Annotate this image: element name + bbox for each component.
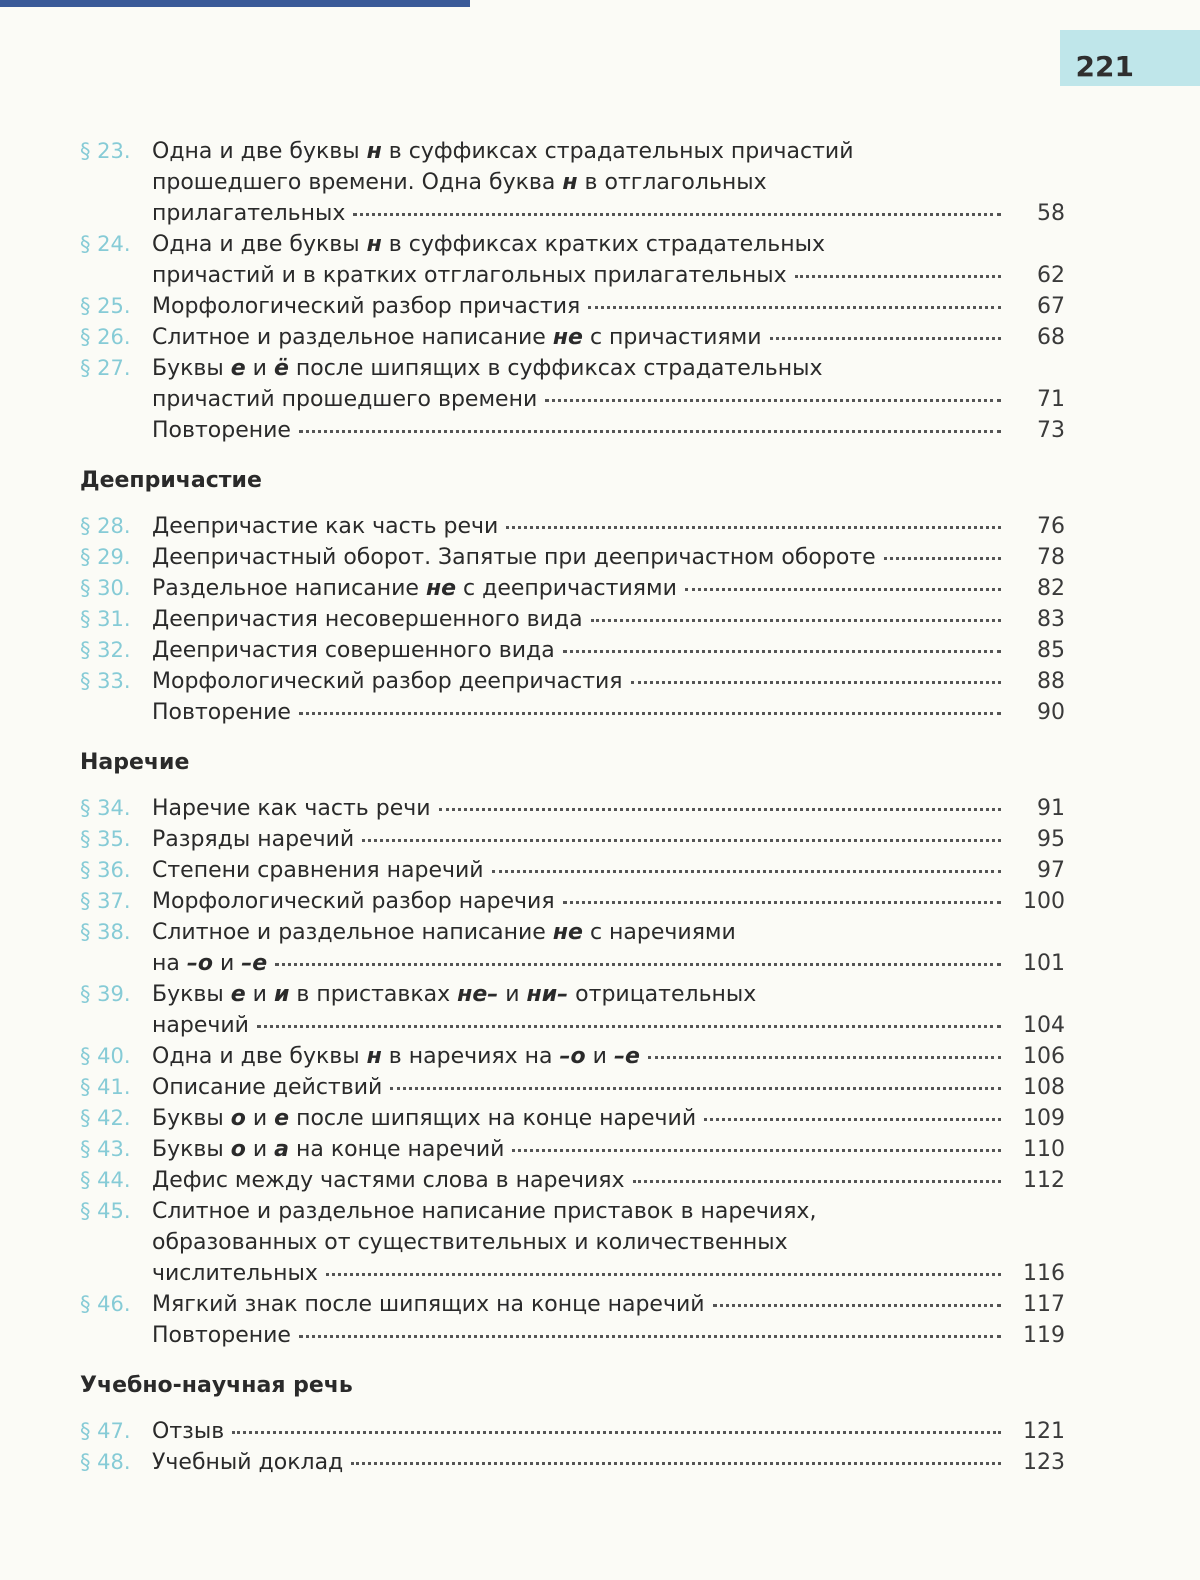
toc-entry[interactable] — [80, 1165, 1065, 1196]
toc-entry[interactable] — [80, 353, 1065, 415]
toc-page-number: 121 — [1023, 1419, 1065, 1444]
paragraph-number: § 34. — [80, 796, 131, 820]
paragraph-number: § 28. — [80, 514, 131, 538]
section-heading: Наречие — [80, 750, 190, 775]
toc-entry[interactable] — [80, 542, 1065, 573]
emphasized-letters: н — [366, 139, 382, 164]
paragraph-number: § 27. — [80, 356, 131, 380]
toc-entry-title: Повторение — [152, 700, 291, 725]
toc-entry-title: Слитное и раздельное написание не с причастиями — [152, 325, 762, 350]
toc-entry-title: Деепричастия совершенного вида — [152, 638, 555, 663]
dot-leader — [704, 1117, 1001, 1121]
paragraph-number: § 40. — [80, 1044, 131, 1068]
toc-page-number: 58 — [1037, 201, 1065, 226]
toc-entry-line — [152, 1041, 1065, 1072]
paragraph-number: § 39. — [80, 982, 131, 1006]
toc-entry[interactable] — [80, 136, 1065, 229]
toc-page-number: 106 — [1023, 1044, 1065, 1069]
toc-entry-line — [152, 573, 1065, 604]
toc-entry-title: Слитное и раздельное написание не с наречиями — [152, 920, 736, 945]
toc-entry-title: Дефис между частями слова в наречиях — [152, 1168, 625, 1193]
toc-page-number: 67 — [1037, 294, 1065, 319]
dot-leader — [563, 900, 1001, 904]
toc-entry[interactable] — [80, 793, 1065, 824]
emphasized-letters: не — [425, 576, 457, 601]
toc-entry-line — [152, 697, 1065, 728]
toc-entry[interactable] — [80, 917, 1065, 979]
toc-entry-line — [152, 886, 1065, 917]
dot-leader — [299, 429, 1001, 433]
dot-leader — [326, 1272, 1001, 1276]
section-heading: Деепричастие — [80, 468, 262, 493]
toc-page-number: 104 — [1023, 1013, 1065, 1038]
table-of-contents — [80, 136, 1065, 1478]
dot-leader — [299, 711, 1001, 715]
toc-entry[interactable] — [80, 291, 1065, 322]
dot-leader — [351, 1461, 1001, 1465]
emphasized-letters: и — [273, 982, 290, 1007]
toc-entry-line — [152, 353, 1065, 384]
toc-entry-line — [152, 167, 1065, 198]
emphasized-letters: –о — [559, 1044, 586, 1069]
toc-entry[interactable] — [80, 886, 1065, 917]
toc-page-number: 82 — [1037, 576, 1065, 601]
toc-entry-line — [152, 1258, 1065, 1289]
paragraph-number: § 25. — [80, 294, 131, 318]
toc-entry-title: Слитное и раздельное написание приставок в наречиях, — [152, 1199, 817, 1224]
toc-entry[interactable] — [80, 1041, 1065, 1072]
toc-entry-line — [152, 604, 1065, 635]
toc-entry-line — [152, 793, 1065, 824]
dot-leader — [390, 1086, 1001, 1090]
dot-leader — [770, 336, 1002, 340]
paragraph-number: § 37. — [80, 889, 131, 913]
toc-page-number: 83 — [1037, 607, 1065, 632]
dot-leader — [648, 1055, 1001, 1059]
emphasized-letters: не– — [457, 982, 499, 1007]
emphasized-letters: –е — [241, 951, 268, 976]
toc-entry[interactable] — [80, 511, 1065, 542]
paragraph-number: § 47. — [80, 1419, 131, 1443]
toc-entry-line — [152, 415, 1065, 446]
dot-leader — [232, 1430, 1001, 1434]
dot-leader — [275, 962, 1001, 966]
toc-page-number: 62 — [1037, 263, 1065, 288]
toc-entry-title: Деепричастие как часть речи — [152, 514, 499, 539]
emphasized-letters: –е — [613, 1044, 640, 1069]
dot-leader — [795, 274, 1001, 278]
toc-entry-title: причастий и в кратких отглагольных прилагательных — [152, 263, 787, 288]
dot-leader — [492, 869, 1001, 873]
toc-entry[interactable] — [80, 697, 1065, 728]
paragraph-number: § 46. — [80, 1292, 131, 1316]
toc-entry-line — [152, 229, 1065, 260]
paragraph-number: § 38. — [80, 920, 131, 944]
toc-entry-title: числительных — [152, 1261, 318, 1286]
toc-entry-title: Деепричастный оборот. Запятые при деепричастном обороте — [152, 545, 876, 570]
toc-entry-line — [152, 136, 1065, 167]
toc-entry-line — [152, 635, 1065, 666]
toc-entry-line — [152, 198, 1065, 229]
toc-entry-line — [152, 824, 1065, 855]
paragraph-number: § 36. — [80, 858, 131, 882]
emphasized-letters: –о — [186, 951, 213, 976]
toc-entry[interactable] — [80, 1134, 1065, 1165]
toc-page-number: 123 — [1023, 1450, 1065, 1475]
toc-entry[interactable] — [80, 1289, 1065, 1320]
emphasized-letters: не — [552, 325, 583, 350]
toc-entry-line — [152, 1227, 1065, 1258]
paragraph-number: § 41. — [80, 1075, 131, 1099]
toc-entry[interactable] — [80, 604, 1065, 635]
toc-entry[interactable] — [80, 1103, 1065, 1134]
toc-page-number: 85 — [1037, 638, 1065, 663]
toc-entry-line — [152, 384, 1065, 415]
toc-entry[interactable] — [80, 824, 1065, 855]
toc-entry-line — [152, 322, 1065, 353]
book-top-edge — [0, 0, 470, 7]
toc-page-number: 101 — [1023, 951, 1065, 976]
toc-page-number: 76 — [1037, 514, 1065, 539]
emphasized-letters: е — [274, 1106, 290, 1131]
toc-page-number: 88 — [1037, 669, 1065, 694]
toc-entry[interactable] — [80, 1416, 1065, 1447]
toc-entry[interactable] — [80, 666, 1065, 697]
toc-entry[interactable] — [80, 855, 1065, 886]
toc-entry-title: Разряды наречий — [152, 827, 355, 852]
toc-page-number: 90 — [1037, 700, 1065, 725]
toc-page-number: 108 — [1023, 1075, 1065, 1100]
toc-entry-line — [152, 1416, 1065, 1447]
toc-page-number: 109 — [1023, 1106, 1065, 1131]
toc-section-list — [80, 136, 1065, 446]
toc-entry-title: Повторение — [152, 1323, 291, 1348]
dot-leader — [588, 305, 1001, 309]
toc-page-number: 112 — [1023, 1168, 1065, 1193]
dot-leader — [506, 525, 1001, 529]
toc-entry[interactable] — [80, 979, 1065, 1041]
toc-entry[interactable] — [80, 229, 1065, 291]
paragraph-number: § 23. — [80, 139, 131, 163]
emphasized-letters: ни– — [526, 982, 569, 1007]
toc-page-number: 71 — [1037, 387, 1065, 412]
paragraph-number: § 45. — [80, 1199, 131, 1223]
dot-leader — [512, 1148, 1001, 1152]
emphasized-letters: е — [230, 356, 246, 381]
toc-entry-line — [152, 1196, 1065, 1227]
toc-entry-title: Морфологический разбор причастия — [152, 294, 581, 319]
paragraph-number: § 43. — [80, 1137, 131, 1161]
toc-entry-title: Наречие как часть речи — [152, 796, 431, 821]
toc-entry-title: Одна и две буквы н в наречиях на –о и –е — [152, 1044, 640, 1069]
paragraph-number: § 42. — [80, 1106, 131, 1130]
toc-page-number: 91 — [1037, 796, 1065, 821]
dot-leader — [353, 212, 1001, 216]
toc-entry-title: Деепричастия несовершенного вида — [152, 607, 583, 632]
emphasized-letters: н — [366, 232, 382, 257]
paragraph-number: § 31. — [80, 607, 131, 631]
toc-entry[interactable] — [80, 1447, 1065, 1478]
toc-page-number: 73 — [1037, 418, 1065, 443]
toc-entry-title: Учебный доклад — [152, 1450, 344, 1475]
paragraph-number: § 26. — [80, 325, 131, 349]
toc-entry-title: Морфологический разбор деепричастия — [152, 669, 623, 694]
toc-entry-title: Одна и две буквы н в суффиксах кратких страдательных — [152, 232, 826, 257]
toc-page-number: 110 — [1023, 1137, 1065, 1162]
emphasized-letters: о — [230, 1106, 246, 1131]
emphasized-letters: ё — [273, 356, 289, 381]
dot-leader — [439, 807, 1001, 811]
dot-leader — [884, 556, 1001, 560]
toc-entry[interactable] — [80, 1072, 1065, 1103]
toc-entry[interactable] — [80, 1320, 1065, 1351]
toc-entry-line — [152, 1134, 1065, 1165]
toc-entry-line — [152, 917, 1065, 948]
toc-page-number: 97 — [1037, 858, 1065, 883]
dot-leader — [685, 587, 1001, 591]
page-number: 221 — [1075, 50, 1134, 83]
toc-page-number: 78 — [1037, 545, 1065, 570]
toc-entry-line — [152, 1320, 1065, 1351]
toc-entry-line — [152, 511, 1065, 542]
paragraph-number: § 35. — [80, 827, 131, 851]
toc-entry-title: Морфологический разбор наречия — [152, 889, 555, 914]
toc-entry-title: прошедшего времени. Одна буква н в отглагольных — [152, 170, 767, 195]
paragraph-number: § 24. — [80, 232, 131, 256]
toc-entry-title: Повторение — [152, 418, 291, 443]
toc-page-number: 116 — [1023, 1261, 1065, 1286]
toc-entry[interactable] — [80, 415, 1065, 446]
toc-entry-line — [152, 1010, 1065, 1041]
toc-section-list — [80, 1416, 1065, 1478]
paragraph-number: § 32. — [80, 638, 131, 662]
toc-entry-title: Буквы е и и в приставках не– и ни– отрицательных — [152, 982, 757, 1007]
toc-section-list — [80, 511, 1065, 728]
dot-leader — [563, 649, 1001, 653]
toc-entry-title: Степени сравнения наречий — [152, 858, 484, 883]
toc-entry-title: Отзыв — [152, 1419, 225, 1444]
toc-entry[interactable] — [80, 635, 1065, 666]
toc-entry-line — [152, 948, 1065, 979]
toc-entry-line — [152, 542, 1065, 573]
paragraph-number: § 44. — [80, 1168, 131, 1192]
emphasized-letters: а — [274, 1137, 290, 1162]
toc-entry-line — [152, 1165, 1065, 1196]
toc-page-number: 100 — [1023, 889, 1065, 914]
dot-leader — [633, 1179, 1001, 1183]
toc-entry-title: наречий — [152, 1013, 249, 1038]
toc-entry-line — [152, 260, 1065, 291]
toc-page-number: 95 — [1037, 827, 1065, 852]
toc-entry-line — [152, 1103, 1065, 1134]
toc-entry-title: Буквы о и е после шипящих на конце наречий — [152, 1106, 697, 1131]
dot-leader — [257, 1024, 1001, 1028]
toc-page-number: 119 — [1023, 1323, 1065, 1348]
paragraph-number: § 29. — [80, 545, 131, 569]
paragraph-number: § 33. — [80, 669, 131, 693]
dot-leader — [545, 398, 1001, 402]
toc-entry-title: Мягкий знак после шипящих на конце наречий — [152, 1292, 705, 1317]
emphasized-letters: е — [230, 982, 246, 1007]
toc-entry-title: образованных от существительных и количественных — [152, 1230, 788, 1255]
toc-entry-title: причастий прошедшего времени — [152, 387, 538, 412]
dot-leader — [362, 838, 1001, 842]
toc-entry-title: Одна и две буквы н в суффиксах страдательных причастий — [152, 139, 854, 164]
toc-entry-line — [152, 979, 1065, 1010]
toc-entry-line — [152, 291, 1065, 322]
emphasized-letters: н — [562, 170, 578, 195]
dot-leader — [631, 680, 1001, 684]
paragraph-number: § 48. — [80, 1450, 131, 1474]
emphasized-letters: н — [366, 1044, 382, 1069]
toc-section-list — [80, 793, 1065, 1351]
section-heading: Учебно-научная речь — [80, 1373, 353, 1398]
toc-page-number: 117 — [1023, 1292, 1065, 1317]
toc-entry[interactable] — [80, 1196, 1065, 1289]
toc-entry-line — [152, 855, 1065, 886]
toc-page-number: 68 — [1037, 325, 1065, 350]
toc-entry-line — [152, 1447, 1065, 1478]
emphasized-letters: не — [552, 920, 583, 945]
toc-entry-title: Буквы е и ё после шипящих в суффиксах страдательных — [152, 356, 823, 381]
toc-entry-line — [152, 1289, 1065, 1320]
toc-entry-title: Буквы о и а на конце наречий — [152, 1137, 505, 1162]
toc-entry[interactable] — [80, 573, 1065, 604]
toc-entry-title: Раздельное написание не с деепричастиями — [152, 576, 677, 601]
dot-leader — [299, 1334, 1001, 1338]
paragraph-number: § 30. — [80, 576, 131, 600]
toc-entry-title: прилагательных — [152, 201, 346, 226]
toc-entry-title: на –о и –е — [152, 951, 268, 976]
toc-entry-title: Описание действий — [152, 1075, 383, 1100]
toc-entry[interactable] — [80, 322, 1065, 353]
emphasized-letters: о — [230, 1137, 246, 1162]
dot-leader — [591, 618, 1001, 622]
toc-entry-line — [152, 666, 1065, 697]
toc-entry-line — [152, 1072, 1065, 1103]
dot-leader — [713, 1303, 1001, 1307]
